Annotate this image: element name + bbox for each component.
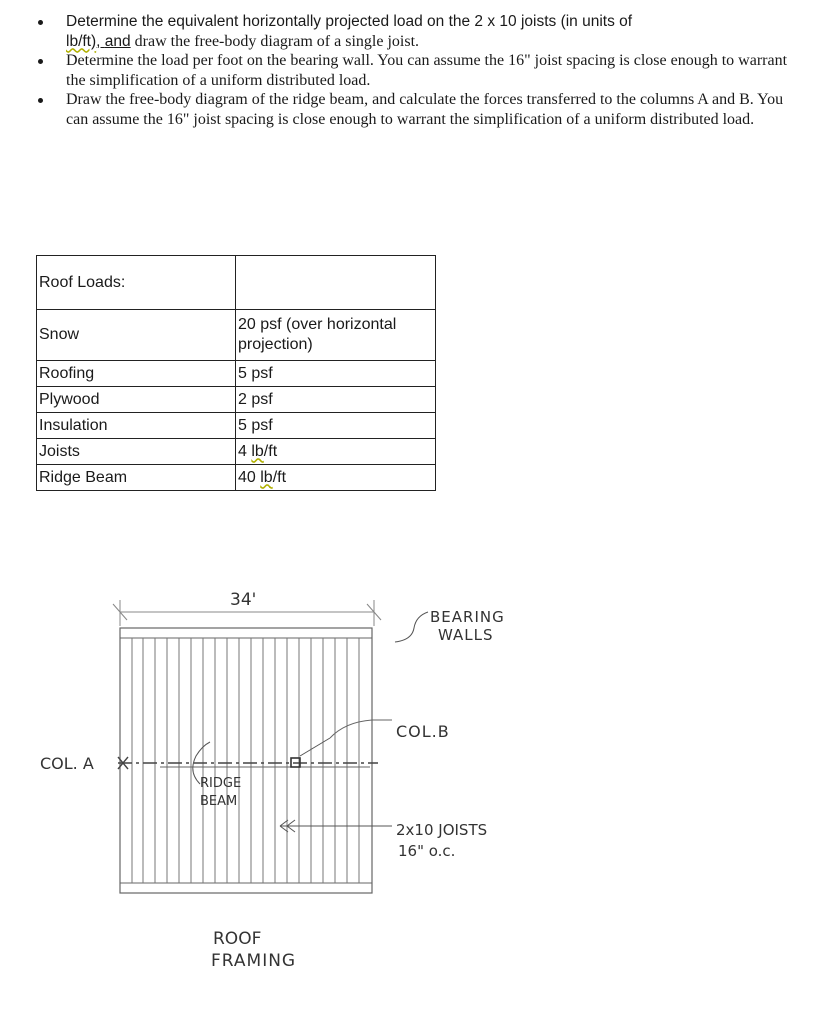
load-unit: lb — [251, 442, 264, 460]
instruction-3-text: Draw the free-body diagram of the ridge beam, and calculate the forces transferred to the columns A and B. You can assume the 16" joist spacing is close enough to warrant the simplification of a uniform distributed load. — [66, 91, 784, 128]
table-header-empty — [236, 256, 436, 310]
table-header: Roof Loads: — [37, 256, 236, 310]
load-value: 5 psf — [236, 413, 436, 439]
load-num: 4 — [238, 442, 252, 460]
instruction-1-part1: Determine the equivalent horizontally projected load on the 2 x 10 joists (in units of — [66, 13, 633, 30]
table-row — [37, 439, 436, 465]
ridge-beam-label-2: BEAM — [200, 794, 238, 809]
table-header-row — [37, 256, 436, 310]
roof-loads-table — [36, 255, 436, 491]
load-num: 40 — [238, 468, 261, 486]
caption-roof: ROOF — [213, 929, 262, 949]
load-label: Roofing — [37, 361, 236, 387]
bearing-walls-leader — [395, 612, 428, 642]
load-unit: lb — [260, 468, 273, 486]
bullet-dot — [38, 59, 43, 64]
load-value — [236, 439, 436, 465]
load-label: Insulation — [37, 413, 236, 439]
bearing-walls-label: BEARING — [430, 608, 505, 626]
col-b-label: COL.B — [396, 722, 450, 741]
load-label: Snow — [37, 310, 236, 361]
instruction-2-text: Determine the load per foot on the bearing wall. You can assume the 16" joist spacing is close enough to warrant the simplification of a uniform distributed load. — [66, 52, 788, 89]
instruction-item-1 — [34, 12, 794, 51]
bullet-dot — [38, 20, 43, 25]
table-row — [37, 413, 436, 439]
load-label: Joists — [37, 439, 236, 465]
load-label: Ridge Beam — [37, 465, 236, 491]
caption-framing: FRAMING — [211, 951, 297, 971]
load-value: 2 psf — [236, 387, 436, 413]
joists-spacing-label: 16" o.c. — [398, 842, 456, 860]
table-row — [37, 387, 436, 413]
table-row — [37, 361, 436, 387]
instruction-1-part2: draw the free-body diagram of a single joist. — [130, 32, 420, 50]
roof-framing-sketch — [0, 560, 824, 1024]
roof-outline — [120, 628, 372, 893]
instruction-item-2 — [34, 51, 794, 90]
load-value — [236, 465, 436, 491]
bearing-walls-label-2: WALLS — [438, 626, 494, 644]
column-b-leader — [300, 738, 330, 756]
bullet-dot — [38, 98, 43, 103]
load-label: Plywood — [37, 387, 236, 413]
load-unit-rest: /ft — [263, 442, 278, 460]
instruction-1-unit: lb/ft) — [66, 32, 97, 50]
col-a-label: COL. A — [40, 754, 94, 773]
table-row — [37, 465, 436, 491]
load-unit-rest: /ft — [272, 468, 287, 486]
load-value: 20 psf (over horizontal projection) — [236, 310, 436, 361]
ridge-beam-label: RIDGE — [200, 776, 242, 791]
instruction-1-sep: , — [96, 32, 105, 50]
dimension-label: 34' — [230, 590, 257, 610]
table-row — [37, 310, 436, 361]
load-value: 5 psf — [236, 361, 436, 387]
column-b-leader-curve — [330, 720, 392, 738]
instruction-list — [34, 12, 794, 129]
instruction-1-and: and — [104, 32, 131, 50]
joists-label: 2x10 JOISTS — [396, 821, 488, 839]
instruction-item-3 — [34, 90, 794, 129]
joists — [132, 638, 359, 883]
